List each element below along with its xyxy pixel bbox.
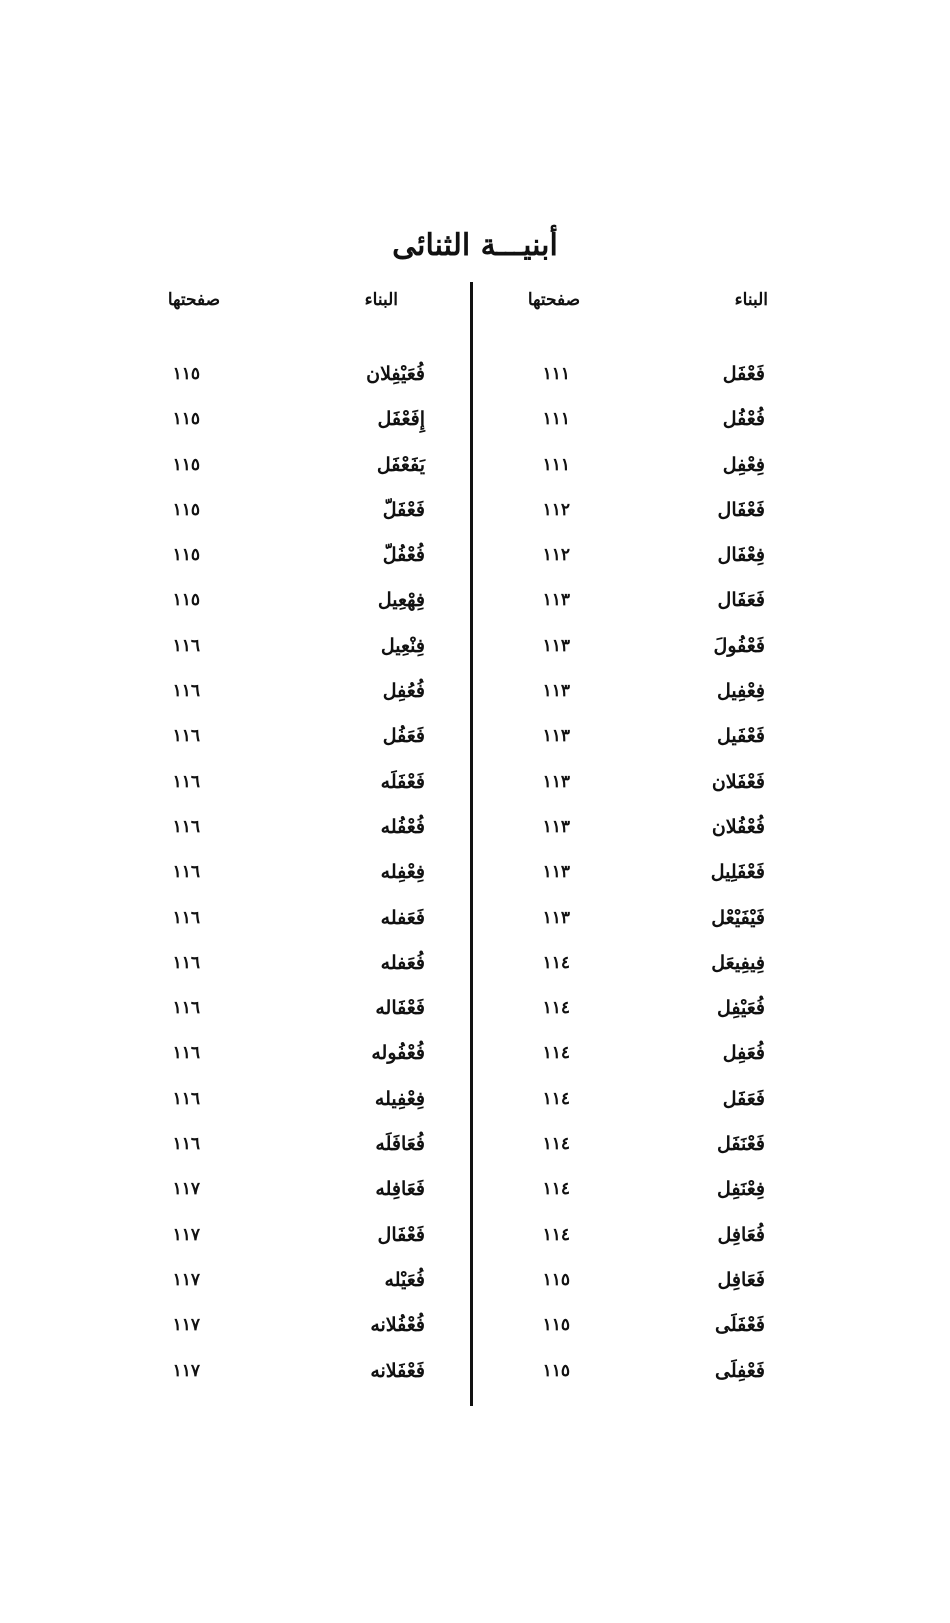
page-number: ١١٥: [172, 590, 200, 611]
page-number: ١١٥: [172, 409, 200, 430]
pattern-form: فَعْفِلَى: [715, 1359, 765, 1382]
page-number: ١١١: [542, 364, 570, 384]
pattern-form: فَعْفَيل: [717, 725, 765, 748]
page-number: ١١١: [542, 454, 570, 475]
page-number: ١١٧: [172, 1269, 200, 1290]
pattern-form: فُعَفِل: [722, 1042, 765, 1065]
page-number: ١١٦: [172, 1134, 200, 1155]
page-number: ١١٦: [172, 1043, 200, 1064]
pattern-form: فَعَفُل: [382, 725, 425, 748]
page-number: ١١٤: [542, 1179, 570, 1200]
right-forms-list: [640, 352, 765, 1394]
page-number: ١١٧: [172, 1360, 200, 1381]
pattern-form: فَعْفَلانه: [370, 1359, 425, 1382]
column-divider: [470, 282, 473, 1406]
page-number: ١١٥: [172, 545, 200, 566]
pattern-form: يَفَعْفَل: [376, 453, 425, 476]
page-number: ١١٧: [172, 1224, 200, 1245]
page-number: ١١٦: [172, 771, 200, 792]
pattern-form: فُعْفُله: [380, 815, 425, 838]
pattern-form: فَعْفَلِيل: [710, 861, 765, 884]
page-number: ١١٦: [172, 1088, 200, 1109]
pattern-form: فُعَفله: [380, 951, 425, 974]
page-number: ١١٥: [542, 1360, 570, 1381]
page-number: ١١٣: [542, 635, 570, 656]
pattern-form: فُعْفُل: [722, 408, 765, 431]
page-number: ١١٤: [542, 1224, 570, 1245]
pattern-form: فِعْفَال: [717, 544, 765, 567]
left-pages-list: [130, 352, 200, 1394]
pattern-form: إِفَعْفَل: [377, 408, 425, 431]
pattern-form: فُعْفُلان: [711, 815, 765, 838]
pattern-form: فُعَيْفِل: [717, 997, 765, 1020]
page-number: ١١٣: [542, 681, 570, 702]
page-number: ١١٥: [542, 1315, 570, 1336]
page-number: ١١٣: [542, 726, 570, 747]
header-left-page: صفحتها: [167, 290, 220, 310]
header-right-page: صفحتها: [527, 290, 580, 310]
pattern-form: فَعْفَلان: [711, 770, 765, 793]
pattern-form: فَعَفله: [380, 906, 425, 929]
page-number: ١١٧: [172, 1315, 200, 1336]
header-left-form: البناء: [364, 290, 398, 310]
page-number: ١١٧: [172, 1179, 200, 1200]
page-number: ١١٦: [172, 952, 200, 973]
pattern-form: فَعَافِل: [717, 1268, 765, 1291]
page-number: ١١٥: [172, 499, 200, 520]
page-number: ١١٤: [542, 1134, 570, 1155]
pattern-form: فَعَفَل: [722, 1087, 765, 1110]
pattern-form: فَعْفَل: [722, 363, 765, 385]
pattern-form: فَعْفَال: [377, 1223, 425, 1246]
left-forms-list: [300, 352, 425, 1394]
page-number: ١١٢: [542, 545, 570, 566]
page-number: ١١٣: [542, 907, 570, 928]
pattern-form: فِعْنَفِل: [717, 1178, 765, 1201]
pattern-form: فِنْعِيل: [380, 634, 425, 657]
pattern-form: فُعْفُلّ: [382, 544, 425, 567]
page-number: ١١٤: [542, 1043, 570, 1064]
page-number: ١١٢: [542, 499, 570, 520]
page-number: ١١٦: [172, 635, 200, 656]
page-number: ١١٦: [172, 681, 200, 702]
pattern-form: فِعْفِله: [380, 861, 425, 884]
page-number: ١١٤: [542, 1088, 570, 1109]
pattern-form: فَعْنَفَل: [717, 1133, 765, 1156]
pattern-form: فِيفِيعَل: [711, 951, 765, 974]
page-number: ١١٣: [542, 816, 570, 837]
pattern-form: فَعَفَال: [717, 589, 765, 612]
pattern-form: فُعْفُوله: [371, 1042, 425, 1065]
pattern-form: فَعْفُولَ: [713, 634, 765, 657]
page-number: ١١٣: [542, 862, 570, 883]
pattern-form: فُعَافَلَه: [375, 1133, 425, 1156]
page-number: ١١٥: [172, 364, 200, 384]
pattern-form: فَعْفَلّ: [382, 498, 425, 521]
pattern-form: فَعْفَاله: [375, 997, 425, 1020]
page-number: ١١٦: [172, 816, 200, 837]
page-number: ١١٤: [542, 998, 570, 1019]
header-right-form: البناء: [734, 290, 768, 310]
pattern-form: فُعَافِل: [717, 1223, 765, 1246]
pattern-form: فَعْفَلَه: [380, 770, 425, 793]
page-title: أبنيـــة الثنائى: [392, 228, 558, 263]
pattern-form: فُعَيْله: [384, 1268, 425, 1291]
right-pages-list: [500, 352, 570, 1394]
page-number: ١١٦: [172, 998, 200, 1019]
page-number: ١١٦: [172, 726, 200, 747]
pattern-form: فَعْفَال: [717, 498, 765, 521]
page-number: ١١٦: [172, 862, 200, 883]
pattern-form: فِهْعِيل: [377, 589, 425, 612]
page-number: ١١٤: [542, 952, 570, 973]
pattern-form: فِعْفِل: [722, 453, 765, 476]
pattern-form: فَيْفَيْعْل: [711, 906, 765, 929]
page-number: ١١٥: [542, 1269, 570, 1290]
pattern-form: فُعَيْفِلان: [366, 363, 425, 385]
page-number: ١١٥: [172, 454, 200, 475]
pattern-form: فَعَافِله: [375, 1178, 425, 1201]
pattern-form: فُعُفِل: [382, 680, 425, 703]
pattern-form: فَعْفَلَى: [715, 1314, 765, 1337]
page-number: ١١٣: [542, 590, 570, 611]
pattern-form: فُعْفُلانه: [370, 1314, 425, 1337]
page-number: ١١٣: [542, 771, 570, 792]
page-number: ١١٦: [172, 907, 200, 928]
pattern-form: فِعْفِيل: [717, 680, 765, 703]
page-number: ١١١: [542, 409, 570, 430]
pattern-form: فِعْفِيله: [374, 1087, 425, 1110]
